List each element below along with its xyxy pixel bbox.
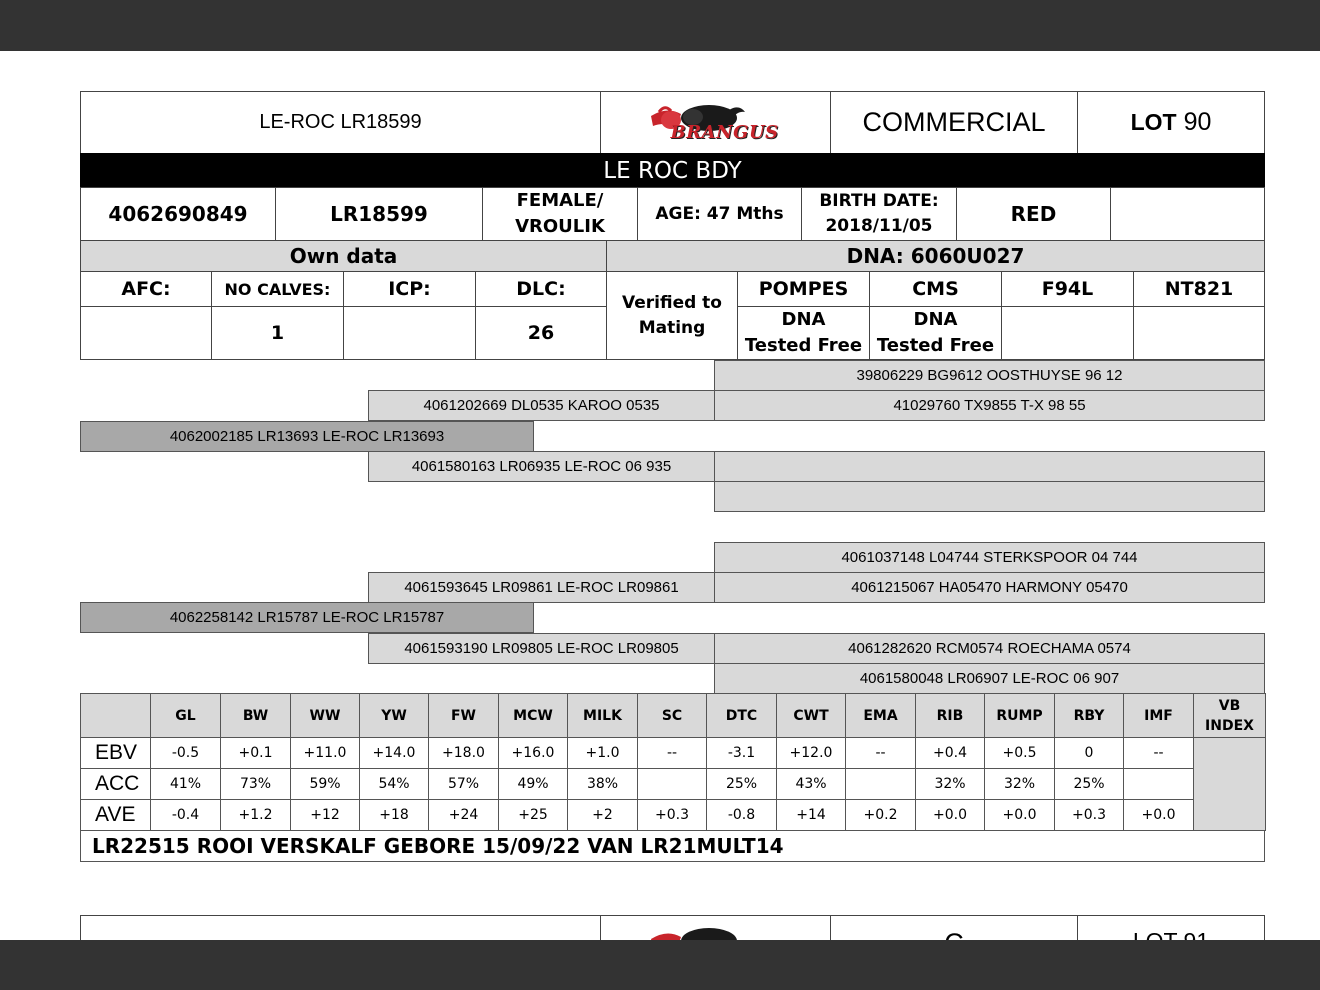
- ebv-cell: +0.0: [916, 800, 985, 831]
- ebv-cell: +1.2: [221, 800, 291, 831]
- verified-to-mating: [606, 271, 738, 360]
- ebv-cell: 49%: [499, 769, 568, 800]
- afc-value: [80, 306, 212, 360]
- ebv-cell: +2: [568, 800, 638, 831]
- ebv-header-row: [81, 694, 1266, 738]
- remark: LR22515 ROOI VERSKALF GEBORE 15/09/22 VAN LR21MULT14: [80, 830, 1265, 862]
- ebv-corner-cell: [81, 694, 151, 738]
- brangus-logo: [641, 98, 791, 148]
- ebv-cell: -0.8: [707, 800, 777, 831]
- ebv-cell: -3.1: [707, 738, 777, 769]
- vb-index-line-1: VB: [1218, 697, 1241, 714]
- own-data-header: Own data: [80, 240, 607, 272]
- f94l-result: [1001, 306, 1134, 360]
- ebv-column-ww: WW: [291, 694, 360, 738]
- pompes-result-line-1: DNA: [781, 309, 826, 330]
- brand-logo-cell: [600, 91, 831, 154]
- ebv-cell: [1124, 769, 1194, 800]
- ebv-table: [80, 693, 1266, 831]
- category-label: COMMERCIAL: [830, 91, 1078, 154]
- ebv-cell: 43%: [777, 769, 846, 800]
- dna-test-pompes: POMPES: [737, 271, 870, 307]
- ebv-row-acc: [81, 769, 1266, 800]
- ebv-cell: 32%: [916, 769, 985, 800]
- ebv-cell: +18.0: [429, 738, 499, 769]
- sex-line-1: FEMALE/: [516, 190, 604, 211]
- pedigree-sire-sire-dam: 41029760 TX9855 T-X 98 55: [714, 390, 1265, 421]
- ebv-column-rump: RUMP: [985, 694, 1055, 738]
- pedigree-dam-sire-dam: 4061215067 HA05470 HARMONY 05470: [714, 572, 1265, 603]
- birth-date-label: BIRTH DATE:: [819, 191, 939, 211]
- ebv-column-cwt: CWT: [777, 694, 846, 738]
- animal-id: 4062690849: [80, 187, 276, 241]
- ebv-cell: --: [846, 738, 916, 769]
- ebv-column-rib: RIB: [916, 694, 985, 738]
- no-calves-label: NO CALVES:: [211, 271, 344, 307]
- pedigree-dam-sire-sire: 4061037148 L04744 STERKSPOOR 04 744: [714, 542, 1265, 573]
- pedigree-sire-dam-dam: [714, 481, 1265, 512]
- ebv-column-sc: SC: [638, 694, 707, 738]
- afc-label: AFC:: [80, 271, 212, 307]
- dna-header: DNA: 6060U027: [606, 240, 1265, 272]
- ebv-row-label: ACC: [81, 769, 151, 800]
- icp-label: ICP:: [343, 271, 476, 307]
- ebv-cell: 0: [1055, 738, 1124, 769]
- info-empty-cell: [1110, 187, 1265, 241]
- pompes-result-line-2: Tested Free: [744, 335, 863, 356]
- ebv-cell: 32%: [985, 769, 1055, 800]
- verified-line-1: Verified to: [622, 292, 722, 313]
- ebv-row-ave: [81, 800, 1266, 831]
- ebv-cell: +0.2: [846, 800, 916, 831]
- pedigree-sire-dam: 4061580163 LR06935 LE-ROC 06 935: [368, 451, 715, 482]
- ebv-cell: [846, 769, 916, 800]
- ebv-cell: +11.0: [291, 738, 360, 769]
- ebv-cell: +0.0: [1124, 800, 1194, 831]
- pompes-result: [737, 306, 870, 360]
- ebv-cell: +0.3: [638, 800, 707, 831]
- registration-number: LR18599: [275, 187, 483, 241]
- no-calves-value: 1: [211, 306, 344, 360]
- pedigree-dam-dam-sire: 4061282620 RCM0574 ROECHAMA 0574: [714, 633, 1265, 664]
- vb-index-line-2: INDEX: [1205, 717, 1254, 734]
- document-page: [0, 51, 1320, 940]
- ebv-cell: +18: [360, 800, 429, 831]
- age: AGE: 47 Mths: [637, 187, 802, 241]
- sex-cell: [482, 187, 638, 241]
- lot-cell: [1077, 91, 1265, 154]
- pedigree-sire-sire-sire: 39806229 BG9612 OOSTHUYSE 96 12: [714, 360, 1265, 391]
- dlc-value: 26: [475, 306, 607, 360]
- colour: RED: [956, 187, 1111, 241]
- nt821-result: [1133, 306, 1265, 360]
- ebv-column-ema: EMA: [846, 694, 916, 738]
- animal-title: LE ROC BDY: [80, 153, 1265, 188]
- ebv-column-imf: IMF: [1124, 694, 1194, 738]
- birth-date-cell: [801, 187, 957, 241]
- cms-result-line-1: DNA: [913, 309, 958, 330]
- ebv-cell: 57%: [429, 769, 499, 800]
- ebv-cell: 59%: [291, 769, 360, 800]
- ebv-cell: +14.0: [360, 738, 429, 769]
- ebv-column-yw: YW: [360, 694, 429, 738]
- ebv-row-ebv: [81, 738, 1266, 769]
- sex-line-2: VROULIK: [515, 216, 605, 237]
- dna-test-cms: CMS: [869, 271, 1002, 307]
- ebv-cell: +0.5: [985, 738, 1055, 769]
- cms-result: [869, 306, 1002, 360]
- pedigree-dam: 4062258142 LR15787 LE-ROC LR15787: [80, 602, 534, 633]
- pedigree-dam-dam-dam: 4061580048 LR06907 LE-ROC 06 907: [714, 663, 1265, 694]
- pedigree-dam-dam: 4061593190 LR09805 LE-ROC LR09805: [368, 633, 715, 664]
- ebv-column-bw: BW: [221, 694, 291, 738]
- ebv-row-label: EBV: [81, 738, 151, 769]
- ebv-cell: 25%: [707, 769, 777, 800]
- brand-logo-text: BRANGUS: [670, 121, 779, 143]
- icp-value: [343, 306, 476, 360]
- animal-name-code: LE-ROC LR18599: [80, 91, 601, 154]
- ebv-column-mcw: MCW: [499, 694, 568, 738]
- ebv-cell: +12: [291, 800, 360, 831]
- ebv-cell: 73%: [221, 769, 291, 800]
- ebv-cell: +14: [777, 800, 846, 831]
- pedigree-dam-sire: 4061593645 LR09861 LE-ROC LR09861: [368, 572, 715, 603]
- bottom-bar: [0, 940, 1320, 990]
- ebv-cell: +25: [499, 800, 568, 831]
- ebv-cell: +0.4: [916, 738, 985, 769]
- ebv-cell: +0.0: [985, 800, 1055, 831]
- lot-number: 90: [1183, 108, 1212, 136]
- dna-test-f94l: F94L: [1001, 271, 1134, 307]
- ebv-column-gl: GL: [151, 694, 221, 738]
- ebv-row-label: AVE: [81, 800, 151, 831]
- pedigree-sire: 4062002185 LR13693 LE-ROC LR13693: [80, 421, 534, 452]
- ebv-column-vb-index: [1194, 694, 1266, 738]
- ebv-cell: +12.0: [777, 738, 846, 769]
- cms-result-line-2: Tested Free: [876, 335, 995, 356]
- ebv-column-fw: FW: [429, 694, 499, 738]
- pedigree-sire-sire: 4061202669 DL0535 KAROO 0535: [368, 390, 715, 421]
- lot-label: LOT: [1130, 109, 1177, 135]
- ebv-cell: --: [638, 738, 707, 769]
- verified-line-2: Mating: [638, 317, 706, 338]
- dlc-label: DLC:: [475, 271, 607, 307]
- ebv-cell: +16.0: [499, 738, 568, 769]
- ebv-cell: -0.4: [151, 800, 221, 831]
- ebv-cell: +24: [429, 800, 499, 831]
- birth-date: 2018/11/05: [825, 216, 933, 236]
- ebv-column-rby: RBY: [1055, 694, 1124, 738]
- vb-index-value: [1194, 738, 1266, 831]
- ebv-cell: +0.1: [221, 738, 291, 769]
- ebv-cell: --: [1124, 738, 1194, 769]
- ebv-cell: +0.3: [1055, 800, 1124, 831]
- ebv-cell: 38%: [568, 769, 638, 800]
- ebv-cell: 54%: [360, 769, 429, 800]
- ebv-cell: [638, 769, 707, 800]
- ebv-cell: +1.0: [568, 738, 638, 769]
- ebv-column-milk: MILK: [568, 694, 638, 738]
- pedigree-sire-dam-sire: [714, 451, 1265, 482]
- ebv-column-dtc: DTC: [707, 694, 777, 738]
- dna-test-nt821: NT821: [1133, 271, 1265, 307]
- ebv-cell: -0.5: [151, 738, 221, 769]
- ebv-cell: 25%: [1055, 769, 1124, 800]
- ebv-cell: 41%: [151, 769, 221, 800]
- top-bar: [0, 0, 1320, 51]
